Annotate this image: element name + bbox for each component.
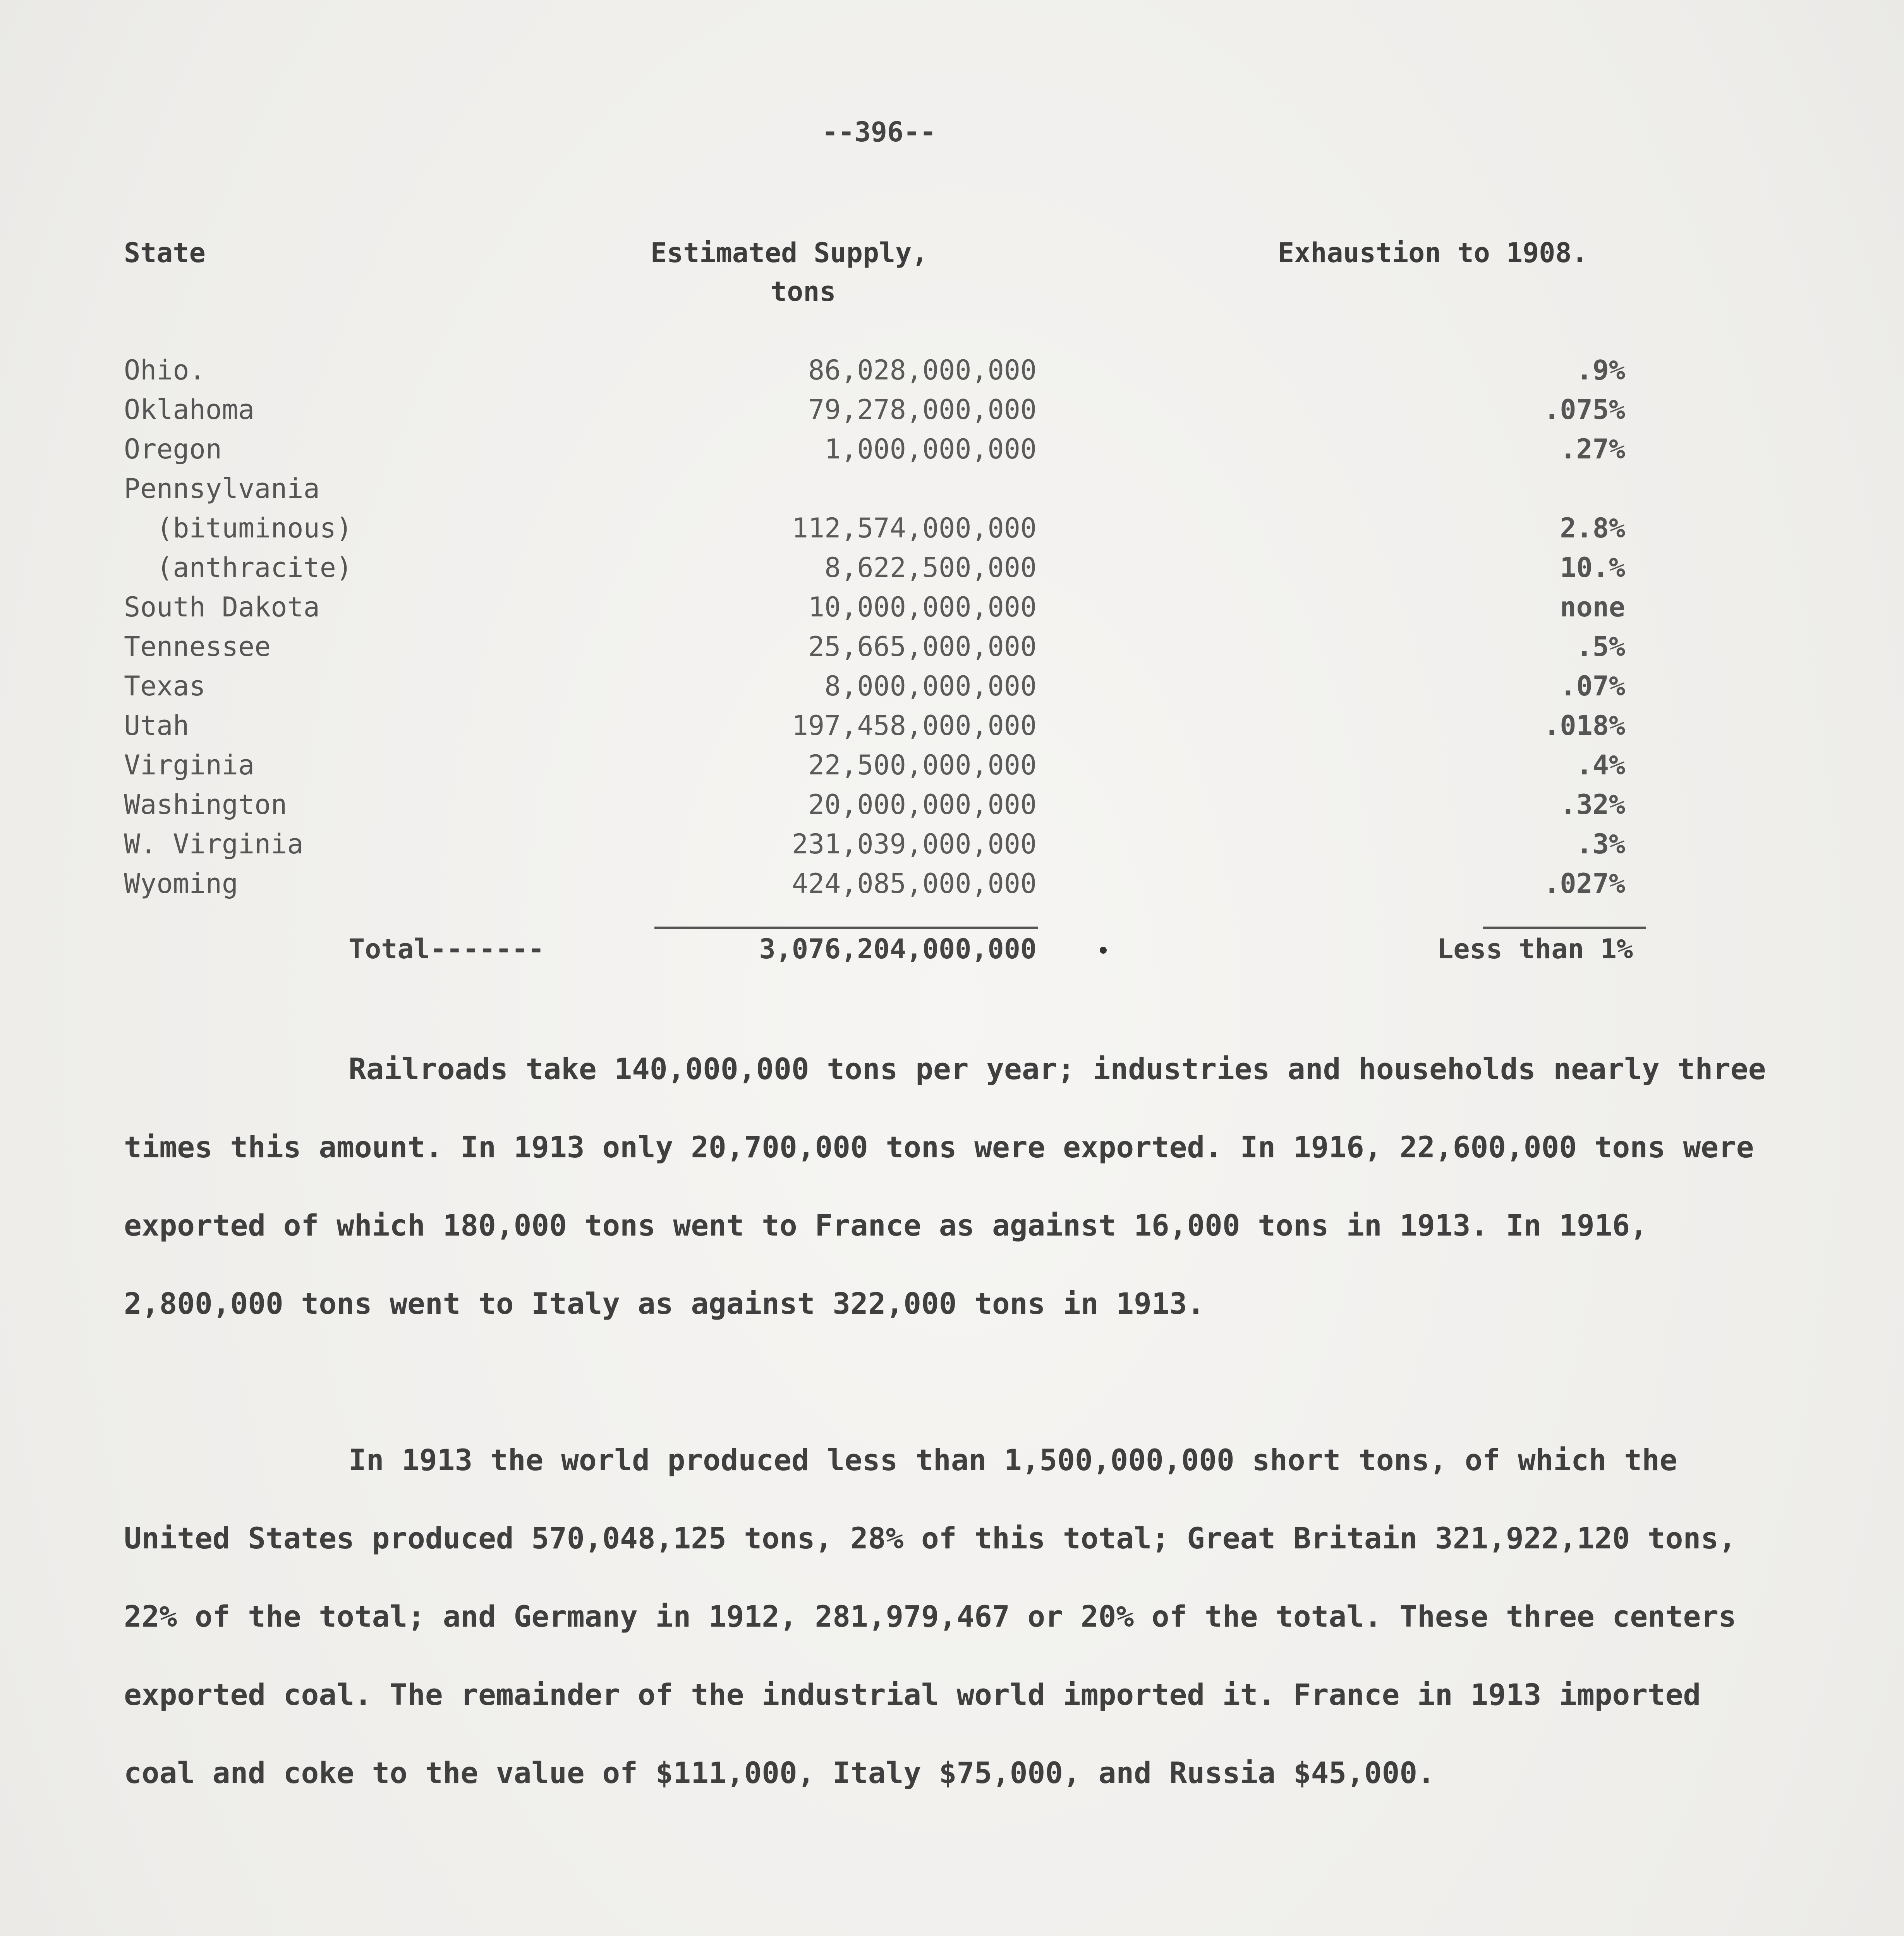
supply-cell: 20,000,000,000 [808, 789, 1037, 820]
table-row [0, 706, 1904, 745]
table-row [0, 745, 1904, 785]
column-header-supply-units: tons [771, 276, 836, 307]
exhaustion-cell: none [1560, 591, 1625, 623]
total-supply: 3,076,204,000,000 [759, 933, 1037, 965]
table-row [0, 666, 1904, 706]
supply-cell: 197,458,000,000 [791, 710, 1037, 741]
exhaustion-cell: .27% [1560, 433, 1625, 465]
state-cell: Utah [124, 710, 189, 741]
ink-dot [1100, 947, 1107, 954]
supply-cell: 22,500,000,000 [808, 749, 1037, 781]
table-row [0, 824, 1904, 864]
supply-cell: 112,574,000,000 [791, 512, 1037, 544]
column-header-state: State [124, 237, 206, 269]
state-cell: Tennessee [124, 631, 271, 662]
exhaustion-cell: .075% [1543, 394, 1625, 426]
table-row [0, 864, 1904, 903]
total-label: Total------- [349, 933, 544, 965]
total-exhaustion-rule [1483, 927, 1646, 929]
supply-cell: 424,085,000,000 [791, 868, 1037, 899]
table-row [0, 627, 1904, 666]
exhaustion-cell: 2.8% [1560, 512, 1625, 544]
exhaustion-cell: .027% [1543, 868, 1625, 899]
exhaustion-cell: .07% [1560, 670, 1625, 702]
table-row [0, 508, 1904, 548]
supply-cell: 79,278,000,000 [808, 394, 1037, 426]
state-cell: Pennsylvania [124, 473, 320, 505]
state-cell: Oklahoma [124, 394, 255, 426]
state-cell: Virginia [124, 749, 255, 781]
state-cell: W. Virginia [124, 828, 304, 860]
table-row [0, 429, 1904, 469]
supply-cell: 8,622,500,000 [824, 552, 1037, 584]
table-row [0, 548, 1904, 587]
supply-cell: 86,028,000,000 [808, 354, 1037, 386]
coal-supply-table [0, 350, 1904, 903]
exhaustion-cell: .32% [1560, 789, 1625, 820]
exhaustion-cell: .4% [1576, 749, 1625, 781]
column-header-exhaustion: Exhaustion to 1908. [1278, 237, 1588, 269]
table-row [0, 390, 1904, 429]
supply-cell: 25,665,000,000 [808, 631, 1037, 662]
state-cell: Ohio. [124, 354, 206, 386]
exhaustion-cell: .018% [1543, 710, 1625, 741]
table-row [0, 350, 1904, 390]
page-number: --396-- [822, 116, 936, 148]
supply-cell: 231,039,000,000 [791, 828, 1037, 860]
supply-cell: 1,000,000,000 [824, 433, 1037, 465]
state-cell: Washington [124, 789, 287, 820]
exhaustion-cell: 10.% [1560, 552, 1625, 584]
exhaustion-cell: .3% [1576, 828, 1625, 860]
state-cell: (bituminous) [124, 512, 353, 544]
total-rule [654, 927, 1038, 929]
state-cell: Wyoming [124, 868, 239, 899]
exhaustion-cell: .5% [1576, 631, 1625, 662]
supply-cell: 10,000,000,000 [808, 591, 1037, 623]
exhaustion-cell: .9% [1576, 354, 1625, 386]
paragraph-exports: Railroads take 140,000,000 tons per year; industries and households nearly three times this amount. In 1913 only 20,700,000 tons were exported. In 1916, 22,600,000 tons were exported of which 180,000 tons went to France as against 16,000 tons in 1913. In 1916, 2,800,000 tons went to Italy as against 322,000 tons in 1913. [124, 1052, 1766, 1321]
column-header-supply: Estimated Supply, [651, 237, 928, 269]
supply-cell: 8,000,000,000 [824, 670, 1037, 702]
table-row [0, 469, 1904, 508]
paragraph-world-production: In 1913 the world produced less than 1,500,000,000 short tons, of which the United States produced 570,048,125 tons, 28% of this total; Great Britain 321,922,120 tons, 22% of the total; and Germany in 1912, 281,979,467 or 20% of the total. These three centers exported coal. The remainder of the industrial world imported it. France in 1913 imported coal and coke to the value of $111,000, Italy $75,000, and Russia $45,000. [124, 1443, 1736, 1790]
table-row [0, 587, 1904, 627]
state-cell: Texas [124, 670, 206, 702]
state-cell: Oregon [124, 433, 222, 465]
table-row [0, 785, 1904, 824]
total-exhaustion: Less than 1% [1437, 933, 1633, 965]
state-cell: South Dakota [124, 591, 320, 623]
state-cell: (anthracite) [124, 552, 353, 584]
